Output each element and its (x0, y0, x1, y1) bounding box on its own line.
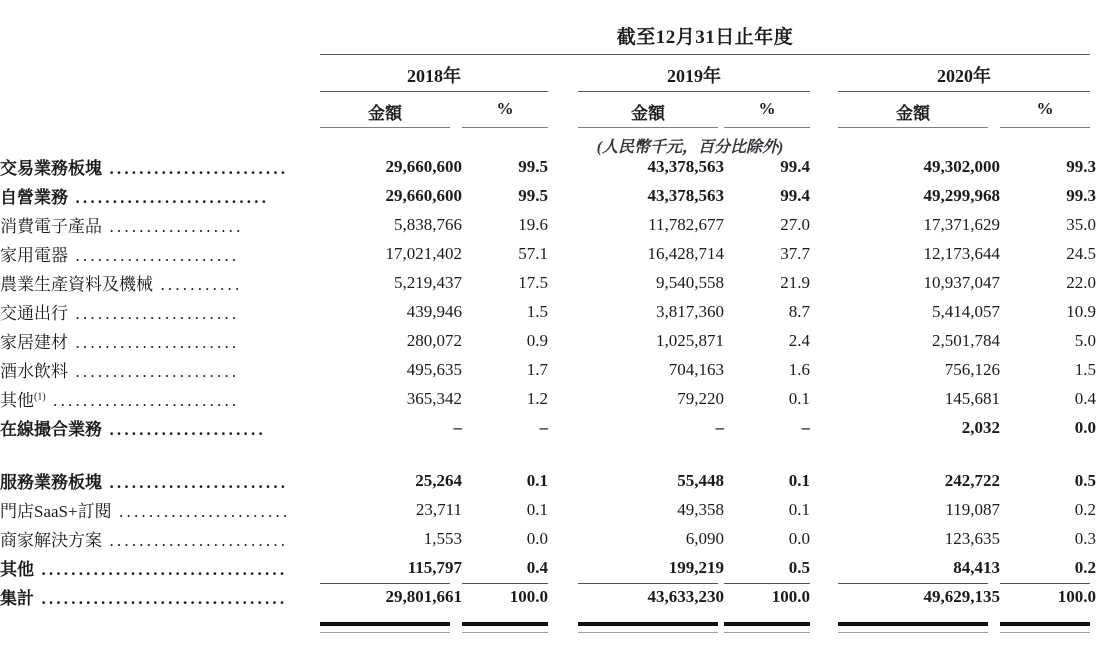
column-gutter (548, 582, 578, 611)
subheader-rule-percent-2019 (724, 127, 810, 128)
dot-leader: ....................... (111, 502, 291, 521)
cell-percent-2018: 0.0 (526, 528, 548, 548)
cell-percent-2018: 100.0 (509, 586, 548, 606)
dot-leader: ................................. (34, 560, 288, 579)
cell-percent-2020: 99.3 (1066, 185, 1096, 205)
cell-percent-2020: 22.0 (1066, 272, 1096, 292)
cell-amount-2019: 199,219 (668, 557, 724, 577)
column-gutter (810, 326, 838, 355)
dot-leader: ...................... (68, 362, 240, 381)
cell-percent-2020: 35.0 (1066, 214, 1096, 234)
row-label-text: 服務業務板塊 (0, 473, 102, 492)
column-gutter (548, 553, 578, 582)
table-row (0, 553, 1096, 582)
cell-percent-2020: 0.2 (1074, 499, 1096, 519)
table-row (0, 210, 1096, 239)
row-label-text: 其他 (0, 560, 34, 579)
year-header-2019: 2019年 (667, 66, 721, 86)
cell-amount-2018: 29,660,600 (385, 185, 462, 205)
dot-leader: ................................. (34, 589, 288, 608)
row-label-text: 酒水飲料 (0, 362, 68, 381)
cell-amount-2018: 280,072 (406, 330, 462, 350)
cell-percent-2018: 0.1 (526, 499, 548, 519)
column-gutter (548, 524, 578, 553)
table-row (0, 326, 1096, 355)
cell-percent-2020: 100.0 (1057, 586, 1096, 606)
column-gutter (548, 384, 578, 413)
year-group-rule-2018 (320, 91, 548, 92)
row-label (0, 413, 320, 442)
cell-amount-2019: 79,220 (677, 388, 724, 408)
subtotal-rule-percent-2018 (462, 583, 548, 584)
cell-amount-2019: 704,163 (668, 359, 724, 379)
cell-percent-2019: 99.4 (780, 156, 810, 176)
period-title: 截至12月31日止年度 (616, 27, 794, 48)
cell-percent-2018: 99.5 (518, 185, 548, 205)
row-label (0, 181, 320, 210)
cell-percent-2018: 57.1 (518, 243, 548, 263)
cell-amount-2018: 5,219,437 (394, 272, 462, 292)
cell-amount-2018: 1,553 (423, 528, 462, 548)
row-label-text: 門店SaaS+訂閱 (0, 502, 112, 521)
total-underline-percent-2019 (724, 632, 810, 633)
cell-percent-2018: 0.1 (526, 470, 548, 490)
cell-percent-2018: – (539, 417, 548, 437)
column-gutter (810, 384, 838, 413)
cell-amount-2019: 3,817,360 (656, 301, 724, 321)
header-top-rule (320, 54, 1090, 55)
dot-leader: ...................... (68, 304, 240, 323)
column-gutter (810, 181, 838, 210)
subheader-percent-2020: % (1036, 99, 1054, 118)
dot-leader: ........................ (102, 473, 289, 492)
cell-amount-2020: 2,501,784 (932, 330, 1000, 350)
subheader-amount-2020: 金額 (896, 104, 930, 123)
cell-percent-2020: 1.5 (1074, 359, 1096, 379)
cell-percent-2019: 37.7 (780, 243, 810, 263)
subheader-rule-percent-2018 (462, 127, 548, 128)
column-gutter (810, 239, 838, 268)
cell-amount-2020: 242,722 (944, 470, 1000, 490)
table-row (0, 181, 1096, 210)
cell-amount-2020: 145,681 (944, 388, 1000, 408)
dot-leader: ........................ (102, 531, 289, 550)
cell-amount-2020: 10,937,047 (923, 272, 1000, 292)
cell-percent-2019: 21.9 (780, 272, 810, 292)
table-row (0, 297, 1096, 326)
row-label-text: 交易業務板塊 (0, 159, 102, 178)
currency-unit-note: (人民幣千元，百分比除外) (596, 139, 784, 156)
dot-leader: .......................... (68, 188, 270, 207)
cell-amount-2018: 365,342 (406, 388, 462, 408)
row-label (0, 384, 320, 413)
column-gutter (810, 268, 838, 297)
table-row (0, 384, 1096, 413)
cell-percent-2020: 0.2 (1074, 557, 1096, 577)
total-rule-amount-2020 (838, 622, 988, 626)
subheader-percent-2018: % (496, 99, 514, 118)
cell-amount-2018: 25,264 (415, 470, 462, 490)
subheader-rule-amount-2019 (578, 127, 718, 128)
column-gutter (810, 355, 838, 384)
total-rule-percent-2020 (1000, 622, 1090, 626)
cell-percent-2019: 0.1 (788, 388, 810, 408)
cell-percent-2019: 0.0 (788, 528, 810, 548)
column-gutter (810, 210, 838, 239)
cell-percent-2019: 8.7 (788, 301, 810, 321)
cell-amount-2018: 17,021,402 (385, 243, 462, 263)
cell-amount-2019: 43,378,563 (647, 156, 724, 176)
row-label (0, 326, 320, 355)
dot-leader: ...................... (68, 333, 240, 352)
row-label-text: 家用電器 (0, 246, 68, 265)
cell-amount-2018: 439,946 (406, 301, 462, 321)
column-gutter (548, 181, 578, 210)
cell-amount-2019: 16,428,714 (647, 243, 724, 263)
table-row (0, 466, 1096, 495)
column-gutter (810, 297, 838, 326)
cell-percent-2018: 1.2 (526, 388, 548, 408)
subtotal-rule-amount-2020 (838, 583, 988, 584)
cell-percent-2019: 0.1 (788, 470, 810, 490)
row-label-text: 交通出行 (0, 304, 68, 323)
column-gutter (548, 466, 578, 495)
row-label-text: 自營業務 (0, 188, 68, 207)
cell-percent-2020: 24.5 (1066, 243, 1096, 263)
total-rule-amount-2019 (578, 622, 718, 626)
cell-percent-2020: 0.0 (1074, 417, 1096, 437)
row-label (0, 152, 320, 181)
table-row (0, 413, 1096, 442)
cell-amount-2019: 43,633,230 (647, 586, 724, 606)
column-gutter (548, 239, 578, 268)
cell-amount-2018: 115,797 (407, 557, 462, 577)
revenue-breakdown-table (0, 152, 1096, 611)
row-label (0, 466, 320, 495)
cell-amount-2019: 43,378,563 (647, 185, 724, 205)
row-label (0, 239, 320, 268)
cell-percent-2018: 0.4 (526, 557, 548, 577)
cell-percent-2019: 1.6 (788, 359, 810, 379)
footnote-marker: (1) (34, 391, 46, 403)
cell-percent-2019: 0.1 (788, 499, 810, 519)
cell-percent-2020: 10.9 (1066, 301, 1096, 321)
dot-leader: ........................ (102, 159, 289, 178)
column-gutter (548, 268, 578, 297)
cell-amount-2019: – (715, 417, 724, 437)
cell-amount-2020: 119,087 (945, 499, 1000, 519)
table-body (0, 152, 1096, 611)
column-gutter (810, 524, 838, 553)
column-gutter (810, 413, 838, 442)
cell-percent-2019: 99.4 (780, 185, 810, 205)
cell-amount-2018: 495,635 (406, 359, 462, 379)
column-gutter (548, 355, 578, 384)
cell-amount-2020: 2,032 (961, 417, 1000, 437)
dot-leader: ........... (153, 275, 243, 294)
column-gutter (548, 495, 578, 524)
table-row (0, 355, 1096, 384)
year-header-2020: 2020年 (937, 66, 991, 86)
cell-percent-2019: 0.5 (788, 557, 810, 577)
cell-amount-2020: 49,302,000 (923, 156, 1000, 176)
row-label-text: 家居建材 (0, 333, 68, 352)
column-gutter (548, 326, 578, 355)
table-total-row (0, 582, 1096, 611)
cell-percent-2018: 19.6 (518, 214, 548, 234)
row-label-text: 農業生產資料及機械 (0, 275, 153, 294)
total-underline-percent-2020 (1000, 632, 1090, 633)
cell-amount-2019: 6,090 (685, 528, 724, 548)
cell-amount-2020: 756,126 (944, 359, 1000, 379)
total-underline-amount-2019 (578, 632, 718, 633)
column-gutter (810, 495, 838, 524)
cell-amount-2020: 12,173,644 (923, 243, 1000, 263)
cell-percent-2019: 27.0 (780, 214, 810, 234)
cell-percent-2018: 1.5 (526, 301, 548, 321)
cell-amount-2018: – (453, 417, 462, 437)
cell-percent-2020: 0.4 (1074, 388, 1096, 408)
year-header-2018: 2018年 (407, 66, 461, 86)
cell-amount-2018: 23,711 (415, 499, 462, 519)
cell-amount-2019: 49,358 (677, 499, 724, 519)
cell-percent-2020: 5.0 (1074, 330, 1096, 350)
row-label (0, 210, 320, 239)
row-label (0, 268, 320, 297)
cell-amount-2018: 29,801,661 (385, 586, 462, 606)
cell-percent-2018: 1.7 (526, 359, 548, 379)
total-underline-amount-2020 (838, 632, 988, 633)
cell-percent-2018: 0.9 (526, 330, 548, 350)
total-underline-percent-2018 (462, 632, 548, 633)
cell-amount-2019: 55,448 (677, 470, 724, 490)
table-row (0, 495, 1096, 524)
row-label (0, 553, 320, 582)
cell-percent-2020: 0.3 (1074, 528, 1096, 548)
row-label-text: 消費電子產品 (0, 217, 102, 236)
row-label (0, 495, 320, 524)
cell-percent-2019: – (801, 417, 810, 437)
cell-amount-2020: 123,635 (944, 528, 1000, 548)
table-row (0, 524, 1096, 553)
cell-percent-2019: 100.0 (771, 586, 810, 606)
cell-percent-2019: 2.4 (788, 330, 810, 350)
cell-amount-2020: 17,371,629 (923, 214, 1000, 234)
total-rule-percent-2018 (462, 622, 548, 626)
subtotal-rule-amount-2019 (578, 583, 718, 584)
subtotal-rule-percent-2019 (724, 583, 810, 584)
row-label (0, 582, 320, 611)
table-row (0, 268, 1096, 297)
row-label (0, 524, 320, 553)
column-gutter (548, 152, 578, 181)
subheader-amount-2018: 金額 (368, 104, 402, 123)
cell-amount-2018: 5,838,766 (394, 214, 462, 234)
row-label-text: 集計 (0, 589, 34, 608)
row-label-text: 在線撮合業務 (0, 420, 102, 439)
row-label (0, 297, 320, 326)
total-underline-amount-2018 (320, 632, 450, 633)
subheader-rule-percent-2020 (1000, 127, 1090, 128)
dot-leader: .................. (102, 217, 244, 236)
cell-amount-2020: 84,413 (953, 557, 1000, 577)
cell-amount-2018: 29,660,600 (385, 156, 462, 176)
cell-amount-2020: 5,414,057 (932, 301, 1000, 321)
cell-amount-2020: 49,629,135 (923, 586, 1000, 606)
dot-leader: ...................... (68, 246, 240, 265)
dot-leader: ..................... (102, 420, 266, 439)
subheader-rule-amount-2018 (320, 127, 450, 128)
column-gutter (548, 413, 578, 442)
subheader-percent-2019: % (758, 99, 776, 118)
year-group-rule-2020 (838, 91, 1090, 92)
table-row (0, 239, 1096, 268)
subtotal-rule-percent-2020 (1000, 583, 1090, 584)
column-gutter (810, 582, 838, 611)
subheader-rule-amount-2020 (838, 127, 988, 128)
cell-amount-2019: 11,782,677 (648, 214, 724, 234)
cell-amount-2019: 9,540,558 (656, 272, 724, 292)
total-rule-percent-2019 (724, 622, 810, 626)
row-label-text: 商家解決方案 (0, 531, 102, 550)
cell-amount-2020: 49,299,968 (923, 185, 1000, 205)
cell-percent-2020: 0.5 (1074, 470, 1096, 490)
year-group-rule-2019 (578, 91, 810, 92)
dot-leader: ......................... (45, 391, 240, 410)
subtotal-rule-amount-2018 (320, 583, 450, 584)
column-gutter (548, 297, 578, 326)
total-rule-amount-2018 (320, 622, 450, 626)
table-spacer-row (0, 442, 1096, 466)
column-gutter (810, 152, 838, 181)
column-gutter (548, 210, 578, 239)
cell-percent-2018: 17.5 (518, 272, 548, 292)
table-row (0, 152, 1096, 181)
subheader-amount-2019: 金額 (631, 104, 665, 123)
row-label-text: 其他 (0, 391, 34, 410)
cell-percent-2020: 99.3 (1066, 156, 1096, 176)
column-gutter (810, 466, 838, 495)
row-label (0, 355, 320, 384)
cell-amount-2019: 1,025,871 (656, 330, 724, 350)
cell-percent-2018: 99.5 (518, 156, 548, 176)
column-gutter (810, 553, 838, 582)
